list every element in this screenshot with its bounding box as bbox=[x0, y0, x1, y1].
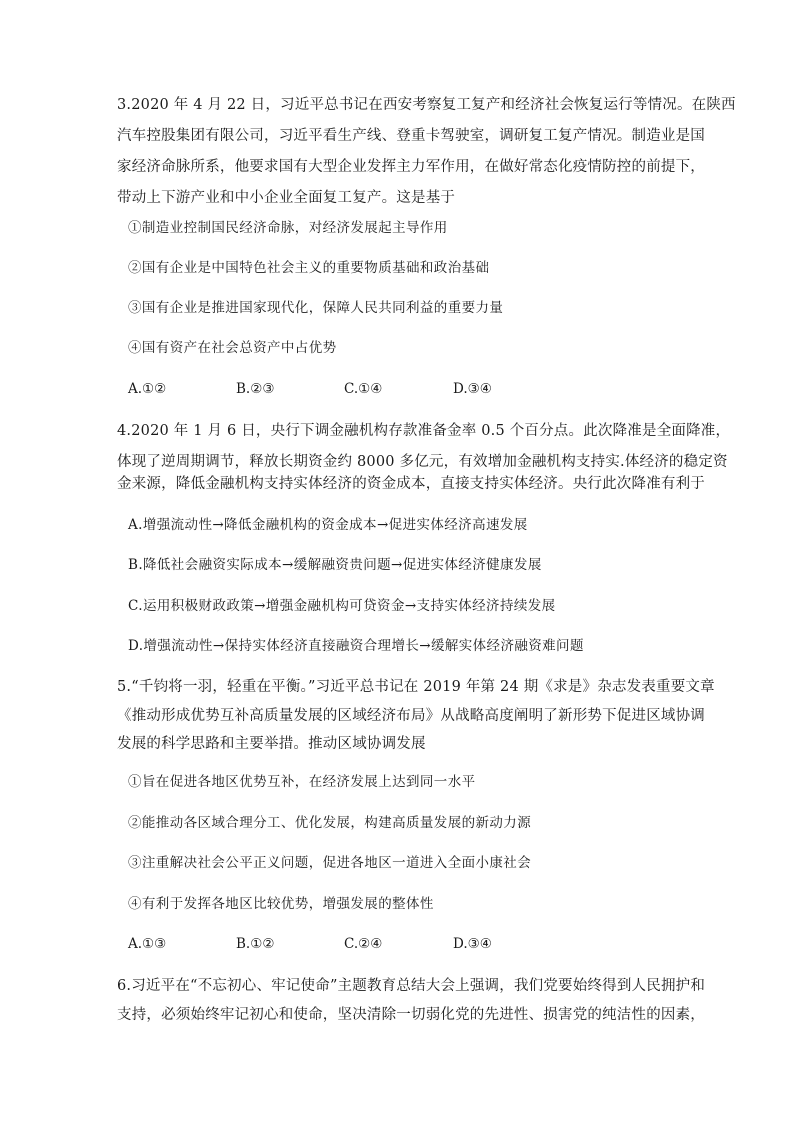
q5-item-2: ②能推动各区域合理分工、优化发展，构建高质量发展的新动力源 bbox=[128, 815, 532, 831]
q6-stem-line-2: 支持，必须始终牢记初心和使命，坚决清除一切弱化党的先进性、损害党的纯洁性的因素， bbox=[117, 1007, 705, 1023]
q6-stem-line-1: 6.习近平在“不忘初心、牢记使命”主题教育总结大会上强调，我们党要始终得到人民拥护和 bbox=[117, 978, 706, 994]
q3-choice-c: C.①④ bbox=[344, 381, 383, 397]
q5-item-1: ①旨在促进各地区优势互补，在经济发展上达到同一水平 bbox=[128, 774, 476, 790]
q3-choice-d: D.③④ bbox=[453, 381, 492, 397]
q5-item-3: ③注重解决社会公平正义问题，促进各地区一道进入全面小康社会 bbox=[128, 855, 532, 871]
q4-option-b: B.降低社会融资实际成本→缓解融资贵问题→促进实体经济健康发展 bbox=[128, 557, 542, 573]
q4-stem-line-2: 体现了逆周期调节，释放长期资金约 8000 多亿元，有效增加金融机构支持实.体经济的稳定资 bbox=[117, 454, 728, 470]
q5-choice-c: C.②④ bbox=[344, 936, 383, 952]
q3-item-3: ③国有企业是推进国家现代化，保障人民共同利益的重要力量 bbox=[128, 300, 504, 316]
q3-choice-b: B.②③ bbox=[236, 381, 275, 397]
q5-choice-d: D.③④ bbox=[453, 936, 492, 952]
q3-item-4: ④国有资产在社会总资产中占优势 bbox=[128, 340, 337, 356]
q5-stem-line-2: 《推动形成优势互补高质量发展的区域经济布局》从战略高度阐明了新形势下促进区域协调 bbox=[117, 708, 705, 724]
q5-choice-a: A.①③ bbox=[128, 936, 167, 952]
q5-choice-b: B.①② bbox=[236, 936, 275, 952]
q4-stem-line-3: 金来源，降低金融机构支持实体经济的资金成本，直接支持实体经济。央行此次降准有利于 bbox=[117, 476, 705, 492]
q4-option-a: A.增强流动性→降低金融机构的资金成本→促进实体经济高速发展 bbox=[128, 517, 528, 533]
q3-choice-a: A.①② bbox=[128, 381, 167, 397]
q3-stem-line-3: 家经济命脉所系，他要求国有大型企业发挥主力军作用，在做好常态化疫情防控的前提下， bbox=[117, 159, 705, 175]
q3-item-2: ②国有企业是中国特色社会主义的重要物质基础和政治基础 bbox=[128, 260, 490, 276]
q3-item-1: ①制造业控制国民经济命脉，对经济发展起主导作用 bbox=[128, 220, 448, 236]
q3-stem-line-4: 带动上下游产业和中小企业全面复工复产。这是基于 bbox=[117, 190, 456, 206]
q3-stem-line-1: 3.2020 年 4 月 22 日，习近平总书记在西安考察复工复产和经济社会恢复运行等情况。在陕西 bbox=[117, 97, 736, 113]
q4-option-d: D.增强流动性→保持实体经济直接融资合理增长→缓解实体经济融资难问题 bbox=[128, 638, 584, 654]
q5-item-4: ④有利于发挥各地区比较优势，增强发展的整体性 bbox=[128, 896, 434, 912]
q3-stem-line-2: 汽车控股集团有限公司，习近平看生产线、登重卡驾驶室，调研复工复产情况。制造业是国 bbox=[117, 128, 705, 144]
q4-option-c: C.运用积极财政政策→增强金融机构可贷资金→支持实体经济持续发展 bbox=[128, 598, 556, 614]
q5-stem-line-1: 5.“千钧将一羽，轻重在平衡。”习近平总书记在 2019 年第 24 期《求是》杂志发表重要文章 bbox=[117, 679, 715, 695]
q5-stem-line-3: 发展的科学思路和主要举措。推动区域协调发展 bbox=[117, 736, 426, 752]
q4-stem-line-1: 4.2020 年 1 月 6 日，央行下调金融机构存款准备金率 0.5 个百分点。此次降准是全面降准， bbox=[117, 423, 731, 439]
